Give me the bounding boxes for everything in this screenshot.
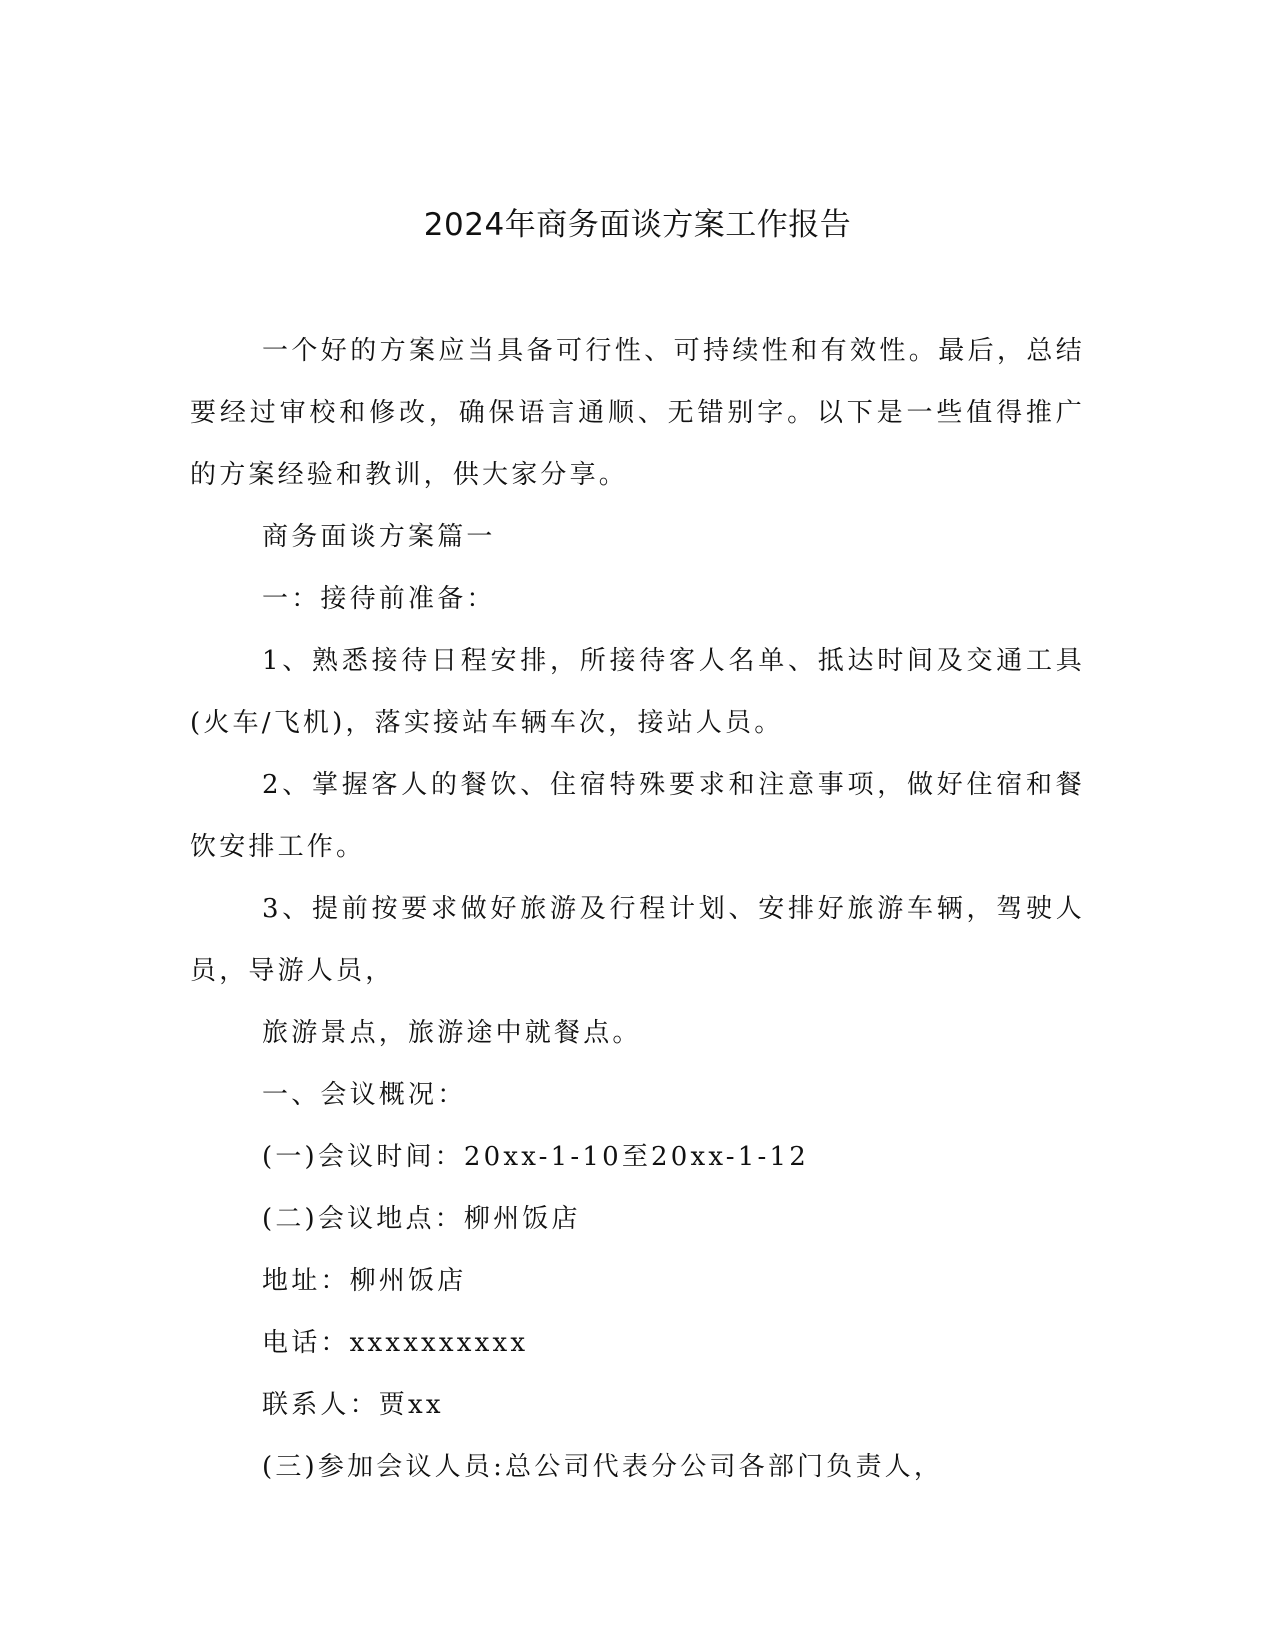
meeting-time: (一)会议时间：20xx-1-10至20xx-1-12 [262, 1142, 809, 1172]
meeting-address: 地址：柳州饭店 [262, 1266, 467, 1296]
document-body [190, 320, 1085, 1498]
list-item: 1、熟悉接待日程安排，所接待客人名单、抵达时间及交通工具(火车/飞机)，落实接站车辆车次，接站人员。 [190, 646, 1085, 738]
subsection-heading: 一、会议概况： [262, 1080, 467, 1110]
intro-paragraph: 一个好的方案应当具备可行性、可持续性和有效性。最后，总结要经过审校和修改，确保语言通顺、无错别字。以下是一些值得推广的方案经验和教训，供大家分享。 [190, 336, 1085, 490]
section-heading: 商务面谈方案篇一 [262, 522, 496, 552]
meeting-contact: 联系人：贾xx [262, 1390, 444, 1420]
document-title: 2024年商务面谈方案工作报告 [423, 207, 852, 243]
list-item-continuation: 旅游景点，旅游途中就餐点。 [262, 1018, 642, 1048]
list-item: 3、提前按要求做好旅游及行程计划、安排好旅游车辆，驾驶人员，导游人员， [190, 894, 1085, 986]
meeting-attendees: (三)参加会议人员:总公司代表分公司各部门负责人， [262, 1452, 944, 1482]
list-item: 2、掌握客人的餐饮、住宿特殊要求和注意事项，做好住宿和餐饮安排工作。 [190, 770, 1085, 862]
subsection-heading: 一：接待前准备： [262, 584, 496, 614]
meeting-location: (二)会议地点：柳州饭店 [262, 1204, 581, 1234]
meeting-phone: 电话：xxxxxxxxxx [262, 1328, 529, 1358]
